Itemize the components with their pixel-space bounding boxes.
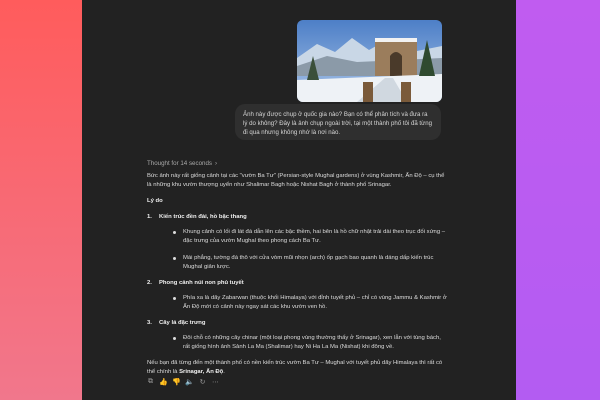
regenerate-icon[interactable]: ↻ — [199, 378, 206, 386]
reason-number: 2. — [147, 279, 152, 286]
snowy-garden-photo — [297, 20, 442, 102]
right-gradient-band — [516, 0, 600, 400]
reason-number: 3. — [147, 320, 152, 327]
conclusion-suffix: . — [223, 369, 225, 376]
chat-panel — [82, 0, 516, 400]
reasons-title: Lý do — [147, 198, 163, 205]
conclusion-location: Srinagar, Ấn Độ — [179, 369, 224, 376]
left-gradient-band — [0, 0, 82, 400]
reason-bullet: Phía xa là dãy Zabarwan (thuộc khối Himalaya) với đỉnh tuyết phủ – chỉ có vùng Jammu & Kashmir ở Ấn Độ mới có cảnh này ngay sát các khu vườn ven hồ. — [159, 294, 447, 312]
user-message-bubble: Ảnh này được chụp ở quốc gia nào? Bạn có thể phân tích và đưa ra lý do không? Đây là ảnh chụp ngoài trời, tại một thành phố tôi đã từng đi qua nhưng không nhớ là nơi nào. — [235, 104, 441, 140]
more-icon[interactable]: ⋯ — [212, 378, 219, 386]
reason-item — [147, 213, 447, 271]
thought-label: Thought for 14 seconds — [147, 160, 213, 167]
reason-heading: Kiến trúc đền đài, hồ bậc thang — [159, 214, 247, 221]
assistant-answer — [147, 172, 447, 385]
reason-bullet: Mái phẳng, tường đá thô với cửa vòm mũi nhọn (arch) ốp gạch bao quanh là dáng dấp kiến trúc Mughal giản lược. — [159, 254, 447, 272]
reason-bullet: Khung cảnh có lối đi lát đá dẫn lên các bậc thềm, hai bên là hồ chữ nhật trải dài theo trục đối xứng – đặc trưng của vườn Mughal theo phong cách Ba Tư. — [159, 228, 447, 246]
message-actions — [147, 378, 219, 385]
speaker-icon[interactable]: 🔈 — [185, 378, 194, 386]
thought-toggle[interactable] — [147, 160, 217, 167]
reason-item — [147, 279, 447, 312]
copy-icon[interactable]: ⧉ — [148, 377, 153, 385]
reason-bullet: Đôi chỗ có những cây chinar (một loại phong vùng thường thấy ở Srinagar), xen lẫn với tùng bách, rất giống hình ảnh Sảnh La Ma (Shalimar) hay Ni Ha La Ma (Nishat) khi đông về. — [159, 334, 447, 352]
thumbs-down-icon[interactable]: 👎 — [172, 378, 181, 386]
answer-intro: Bức ảnh này rất giống cảnh tại các "vườn Ba Tư" (Persian-style Mughal gardens) ở vùng Kashmir, Ấn Độ – cụ thể là những khu vườn thượng uyển như Shalimar Bagh hoặc Nishat Bagh ở thành phố Srinagar. — [147, 173, 445, 189]
reason-heading: Phong cảnh núi non phủ tuyết — [159, 279, 244, 286]
reason-item — [147, 319, 447, 352]
conclusion-prefix: Nếu bạn đã từng đến một thành phố có nền kiến trúc vườn Ba Tư – Mughal với tuyết phủ dãy Himalaya thì rất có thể chính là — [147, 360, 443, 376]
chevron-right-icon: › — [215, 160, 218, 167]
answer-conclusion — [147, 359, 447, 377]
thumbs-up-icon[interactable]: 👍 — [159, 378, 168, 386]
reason-number: 1. — [147, 214, 152, 221]
attached-photo[interactable] — [297, 20, 442, 102]
reason-heading: Cây lá đặc trưng — [159, 320, 206, 327]
